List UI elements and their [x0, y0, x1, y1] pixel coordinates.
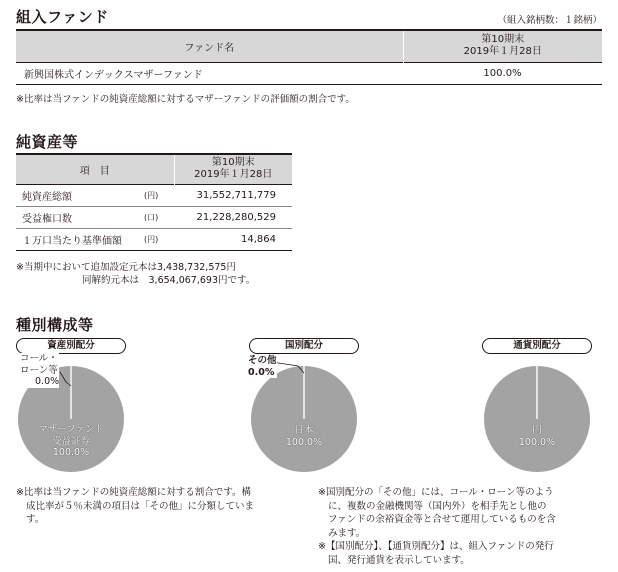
currency-main-value: 100.0%: [518, 436, 556, 448]
holdings-note: ※比率は当ファンドの純資産総額に対するマザーファンドの評価額の割合です。: [16, 94, 355, 105]
asset-small-label-2: ローン等: [20, 364, 58, 376]
composition-note-right: [318, 486, 608, 567]
row-unit: (円): [144, 190, 159, 200]
section-title-holdings: 組入ファンド: [16, 8, 109, 26]
asset-main-label-1: マザーファンド: [38, 424, 104, 435]
asset-small-value: 0.0%: [35, 376, 60, 387]
asset-allocation-label: 資産別配分: [16, 338, 126, 354]
country-small-label: [248, 355, 277, 378]
row-unit: (円): [144, 234, 159, 244]
holdings-count-note: （組入銘柄数：１銘柄）: [497, 15, 602, 26]
col-period-label: 第10期末: [481, 34, 525, 46]
row-value: 14,864: [241, 233, 276, 245]
country-allocation-label: 国別配分: [249, 338, 359, 354]
country-main-value: 100.0%: [285, 436, 323, 448]
row-label: １万口当たり基準価額: [22, 235, 122, 247]
col-period-date: 2019年１月28日: [463, 46, 542, 58]
section-title-net-assets: 純資産等: [16, 133, 79, 151]
row-value: 21,228,280,529: [196, 211, 276, 223]
note-right-line-6: 国、発行通貨を表示しています。: [328, 554, 470, 566]
col-fund-name: ファンド名: [16, 30, 403, 62]
col-item: 項 目: [16, 154, 174, 184]
fund-value-cell: 100.0%: [483, 67, 522, 79]
note-left-line-2: 成比率が５％未満の項目は「その他」に分類していま: [26, 500, 255, 512]
note-left-line-1: ※比率は当ファンドの純資産総額に対する割合です。構: [16, 487, 252, 498]
country-small-value: 0.0%: [248, 366, 275, 378]
net-assets-note-2: 同解約元本は 3,654,067,693円です。: [82, 275, 256, 286]
currency-main-label-1: 円: [532, 425, 542, 436]
row-value: 31,552,711,779: [196, 189, 276, 201]
asset-main-label-2: 受益証券: [51, 435, 90, 447]
row-label: 受益権口数: [22, 213, 72, 225]
note-right-line-1: ※国別配分の「その他」には、コール・ローン等のよう: [318, 487, 554, 498]
note-right-line-2: に、複数の金融機関等（国内外）を相手先とし他の: [328, 500, 547, 512]
note-right-line-4: みます。: [328, 527, 366, 539]
net-assets-note-1: ※当期中において追加設定元本は3,438,732,575円: [16, 262, 236, 273]
asset-small-label-1: コール・: [20, 353, 58, 364]
note-right-line-3: ファンドの余裕資金等と合せて運用しているものを含: [328, 514, 556, 525]
row-unit: (口): [144, 212, 159, 222]
asset-main-value: 100.0%: [52, 447, 90, 458]
col-period-label: 第10期末: [211, 157, 255, 169]
country-main-label: [254, 425, 354, 448]
composition-note-left: [16, 486, 296, 527]
fund-name-cell: 新興国株式インデックスマザーファンド: [24, 69, 203, 81]
currency-main-label: [487, 425, 587, 448]
currency-allocation-pie: [483, 365, 591, 473]
note-right-line-5: ※【国別配分】、【通貨別配分】は、組入ファンドの発行: [318, 541, 554, 552]
country-small-label-1: その他: [248, 355, 277, 366]
col-period-date: 2019年１月28日: [194, 169, 273, 181]
section-title-composition: 種別構成等: [16, 316, 94, 334]
currency-allocation-label: 通貨別配分: [482, 338, 592, 354]
note-left-line-3: す。: [26, 514, 45, 525]
row-label: 純資産総額: [22, 191, 72, 203]
country-main-label-1: 日本: [294, 425, 314, 436]
